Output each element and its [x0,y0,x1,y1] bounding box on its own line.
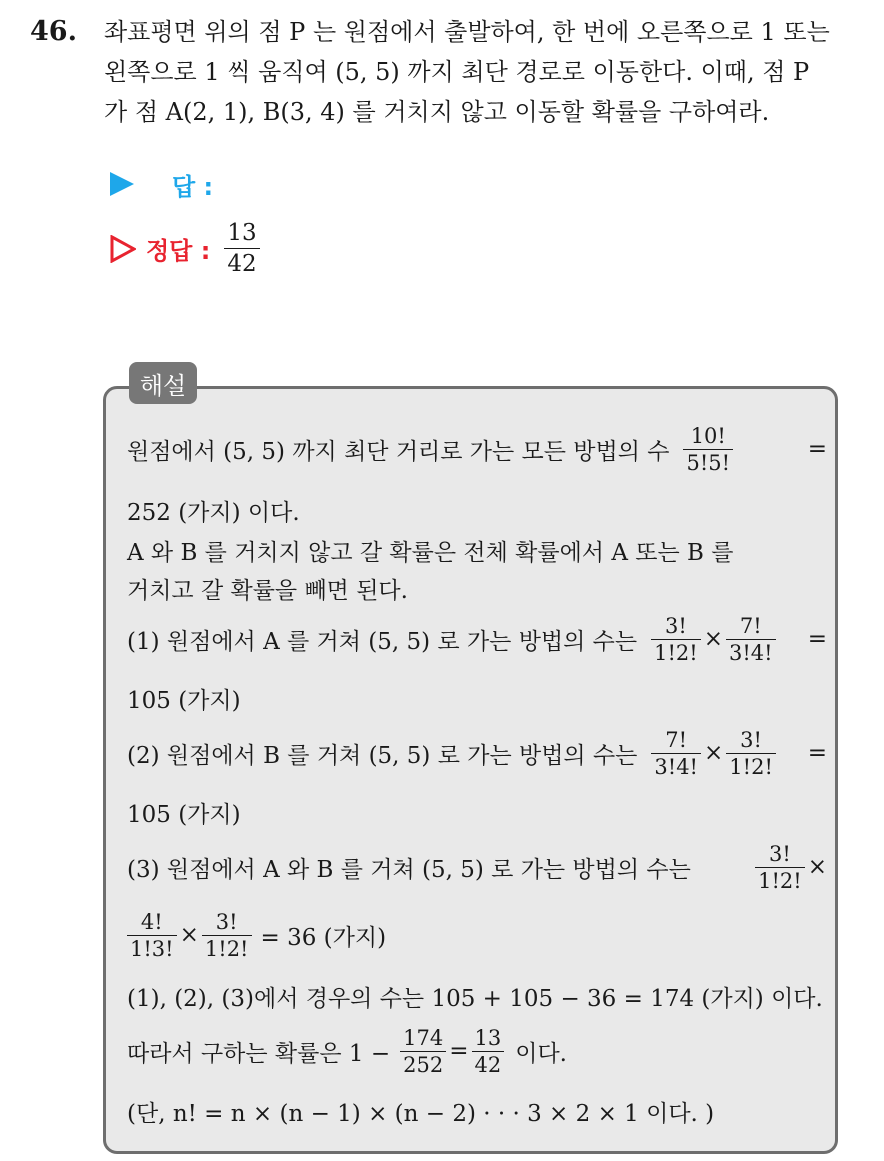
answer-label: 답 : [172,172,214,201]
fraction-numerator: 13 [474,1025,502,1050]
fraction [202,909,252,962]
equals-sign: = [807,436,827,462]
solution-line-7 [127,725,827,781]
times-sign: × [703,626,723,652]
fraction-numerator: 3! [215,909,238,934]
fraction-denominator: 1!2! [651,639,701,666]
fraction-numerator: 3! [740,727,762,752]
fraction [651,613,701,666]
outline-triangle-icon [110,235,136,263]
fraction-denominator: 1!2! [202,935,252,962]
equals-sign: = [807,626,827,652]
solution-text: 원점에서 (5, 5) 까지 최단 거리로 가는 모든 방법의 수 [127,438,670,465]
question-text [104,12,864,132]
question-line: 왼쪽으로 1 씩 움직여 (5, 5) 까지 최단 경로로 이동한다. 이때, 점 P [104,58,810,86]
correct-answer-fraction [224,218,259,279]
equals-sign: = [807,740,827,766]
solution-line-5 [127,611,827,667]
fraction-numerator: 4! [140,909,163,934]
solution-text: = 36 (가지) [260,924,387,951]
fraction-denominator: 1!2! [726,753,776,780]
fraction-numerator: 3! [769,841,791,866]
fraction-numerator: 7! [665,727,688,752]
times-sign: × [704,740,724,766]
fraction [683,423,733,476]
solution-line-3: A 와 B 를 거치지 않고 갈 확률은 전체 확률에서 A 또는 B 를 [127,539,734,566]
fraction [472,1025,505,1078]
times-sign: × [179,922,199,948]
solution-box [103,386,838,1154]
fraction-denominator: 1!2! [755,867,805,894]
solution-line-6: 105 (가지) [127,687,241,714]
solution-line-9 [127,839,827,895]
fraction [726,727,776,780]
fraction-denominator: 1!3! [127,935,177,962]
solution-line-13: (단, n! = n × (n − 1) × (n − 2) · · · 3 × 2 × 1 이다. ) [127,1100,715,1127]
solution-line-11: (1), (2), (3)에서 경우의 수는 105 + 105 − 36 = 174 (가지) 이다. [127,985,823,1012]
equals-sign: = [449,1038,469,1064]
solution-line-4: 거치고 갈 확률을 빼면 된다. [127,577,408,604]
fraction-numerator: 3! [665,613,687,638]
fraction-numerator: 10! [690,423,726,448]
fraction [755,841,805,894]
fraction-denominator: 42 [224,248,259,279]
question-number: 46. [30,16,77,47]
answer-row [110,166,213,202]
solution-line-12 [127,1021,567,1081]
play-triangle-icon [110,172,134,196]
fraction [726,613,776,666]
fraction-numerator: 174 [403,1025,444,1050]
fraction [400,1025,446,1078]
fraction-numerator: 13 [227,220,257,246]
fraction-denominator: 42 [472,1051,505,1078]
correct-answer-row [110,218,263,279]
solution-text: 이다. [515,1040,567,1067]
fraction [651,727,701,780]
fraction-denominator: 5!5! [683,449,733,476]
fraction-denominator: 3!4! [726,639,776,666]
fraction-denominator: 3!4! [651,753,701,780]
correct-answer-label: 정답 : [146,237,211,265]
fraction-denominator: 252 [400,1051,446,1078]
solution-text: (1) 원점에서 A 를 거쳐 (5, 5) 로 가는 방법의 수는 [127,628,638,655]
times-sign: × [807,854,827,880]
solution-text: 따라서 구하는 확률은 1 − [127,1040,391,1067]
fraction [127,909,177,962]
solution-line-1 [127,421,827,477]
solution-line-10 [127,907,386,963]
question-line: 좌표평면 위의 점 P 는 원점에서 출발하여, 한 번에 오른쪽으로 1 또는 [104,18,830,46]
solution-text: (2) 원점에서 B 를 거쳐 (5, 5) 로 가는 방법의 수는 [127,742,638,769]
solution-line-8: 105 (가지) [127,801,241,828]
solution-tag: 해설 [129,362,197,404]
question-line: 가 점 A(2, 1), B(3, 4) 를 거치지 않고 이동할 확률을 구하여라. [104,98,770,126]
solution-text: (3) 원점에서 A 와 B 를 거쳐 (5, 5) 로 가는 방법의 수는 [127,856,691,883]
solution-line-2: 252 (가지) 이다. [127,499,300,526]
fraction-numerator: 7! [739,613,762,638]
